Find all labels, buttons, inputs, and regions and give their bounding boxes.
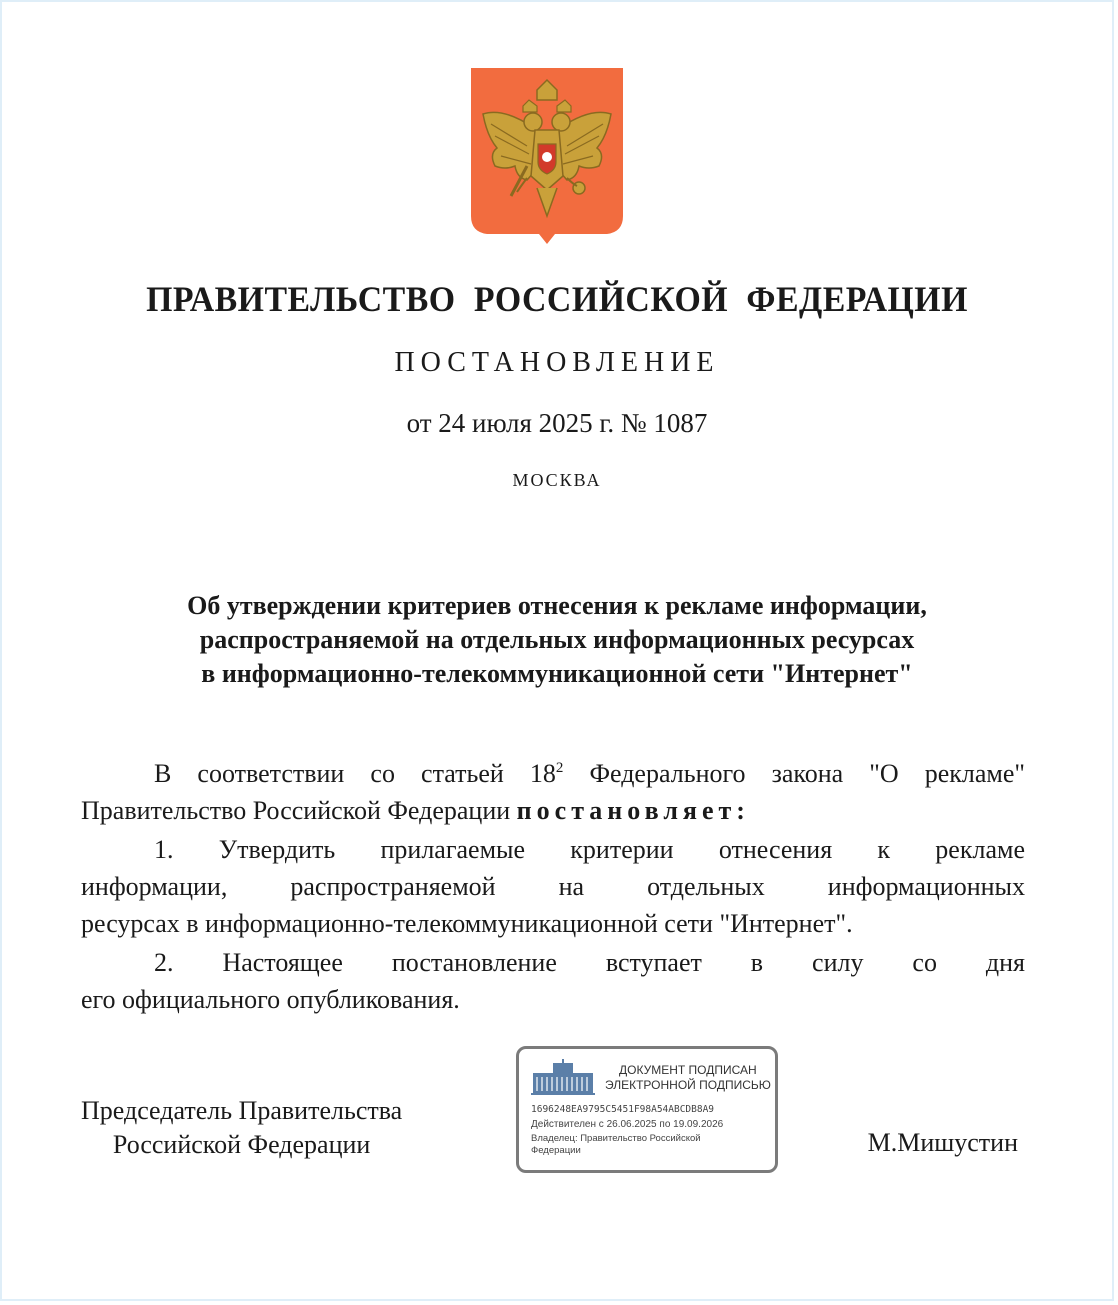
item-line: его официального опубликования.	[81, 985, 460, 1014]
preamble	[81, 755, 1025, 829]
coat-of-arms-icon	[467, 66, 627, 246]
signatory-position: Председатель Правительства Российской Федерации	[81, 1096, 403, 1159]
certificate-number: 1696248EA9795C5451F98A54ABCDB8A9	[531, 1104, 715, 1115]
heading-line: в информационно-телекоммуникационной сети "Интернет"	[201, 659, 913, 688]
document-city: МОСКВА	[512, 470, 602, 490]
government-building-icon	[531, 1059, 595, 1095]
document-type: ПОСТАНОВЛЕНИЕ	[394, 347, 720, 378]
certificate-validity: Действителен с 26.06.2025 по 19.09.2026	[531, 1119, 724, 1130]
heading-line: Об утверждении критериев отнесения к рекламе информации,	[187, 591, 927, 620]
stamp-header: ДОКУМЕНТ ПОДПИСАН ЭЛЕКТРОННОЙ ПОДПИСЬЮ	[605, 1063, 771, 1092]
item-1	[81, 831, 1025, 942]
certificate-owner: Владелец: Правительство Российской Федерации	[531, 1133, 701, 1156]
preamble-line: Правительство Российской Федерации постановляет:	[81, 796, 750, 825]
document-date-number: от 24 июля 2025 г. № 1087	[406, 408, 708, 438]
electronic-signature-stamp	[516, 1046, 778, 1173]
item-line: ресурсах в информационно-телекоммуникационной сети "Интернет".	[81, 909, 853, 938]
item-2	[81, 944, 1025, 1018]
document-heading	[82, 589, 1032, 691]
preamble-line: В соответствии со статьей $18^2$ Федерального закона "О рекламе"	[154, 759, 1025, 788]
item-line: 2. Настоящее постановление вступает в силу со дня	[154, 948, 1025, 977]
government-title: ПРАВИТЕЛЬСТВО РОССИЙСКОЙ ФЕДЕРАЦИИ	[146, 279, 968, 319]
item-line: информации, распространяемой на отдельных информационных	[81, 872, 1025, 901]
signatory-name: М.Мишустин	[867, 1128, 1018, 1157]
item-line: 1. Утвердить прилагаемые критерии отнесения к рекламе	[154, 835, 1025, 864]
heading-line: распространяемой на отдельных информационных ресурсах	[199, 625, 915, 654]
resolves-word: постановляет:	[516, 796, 750, 825]
